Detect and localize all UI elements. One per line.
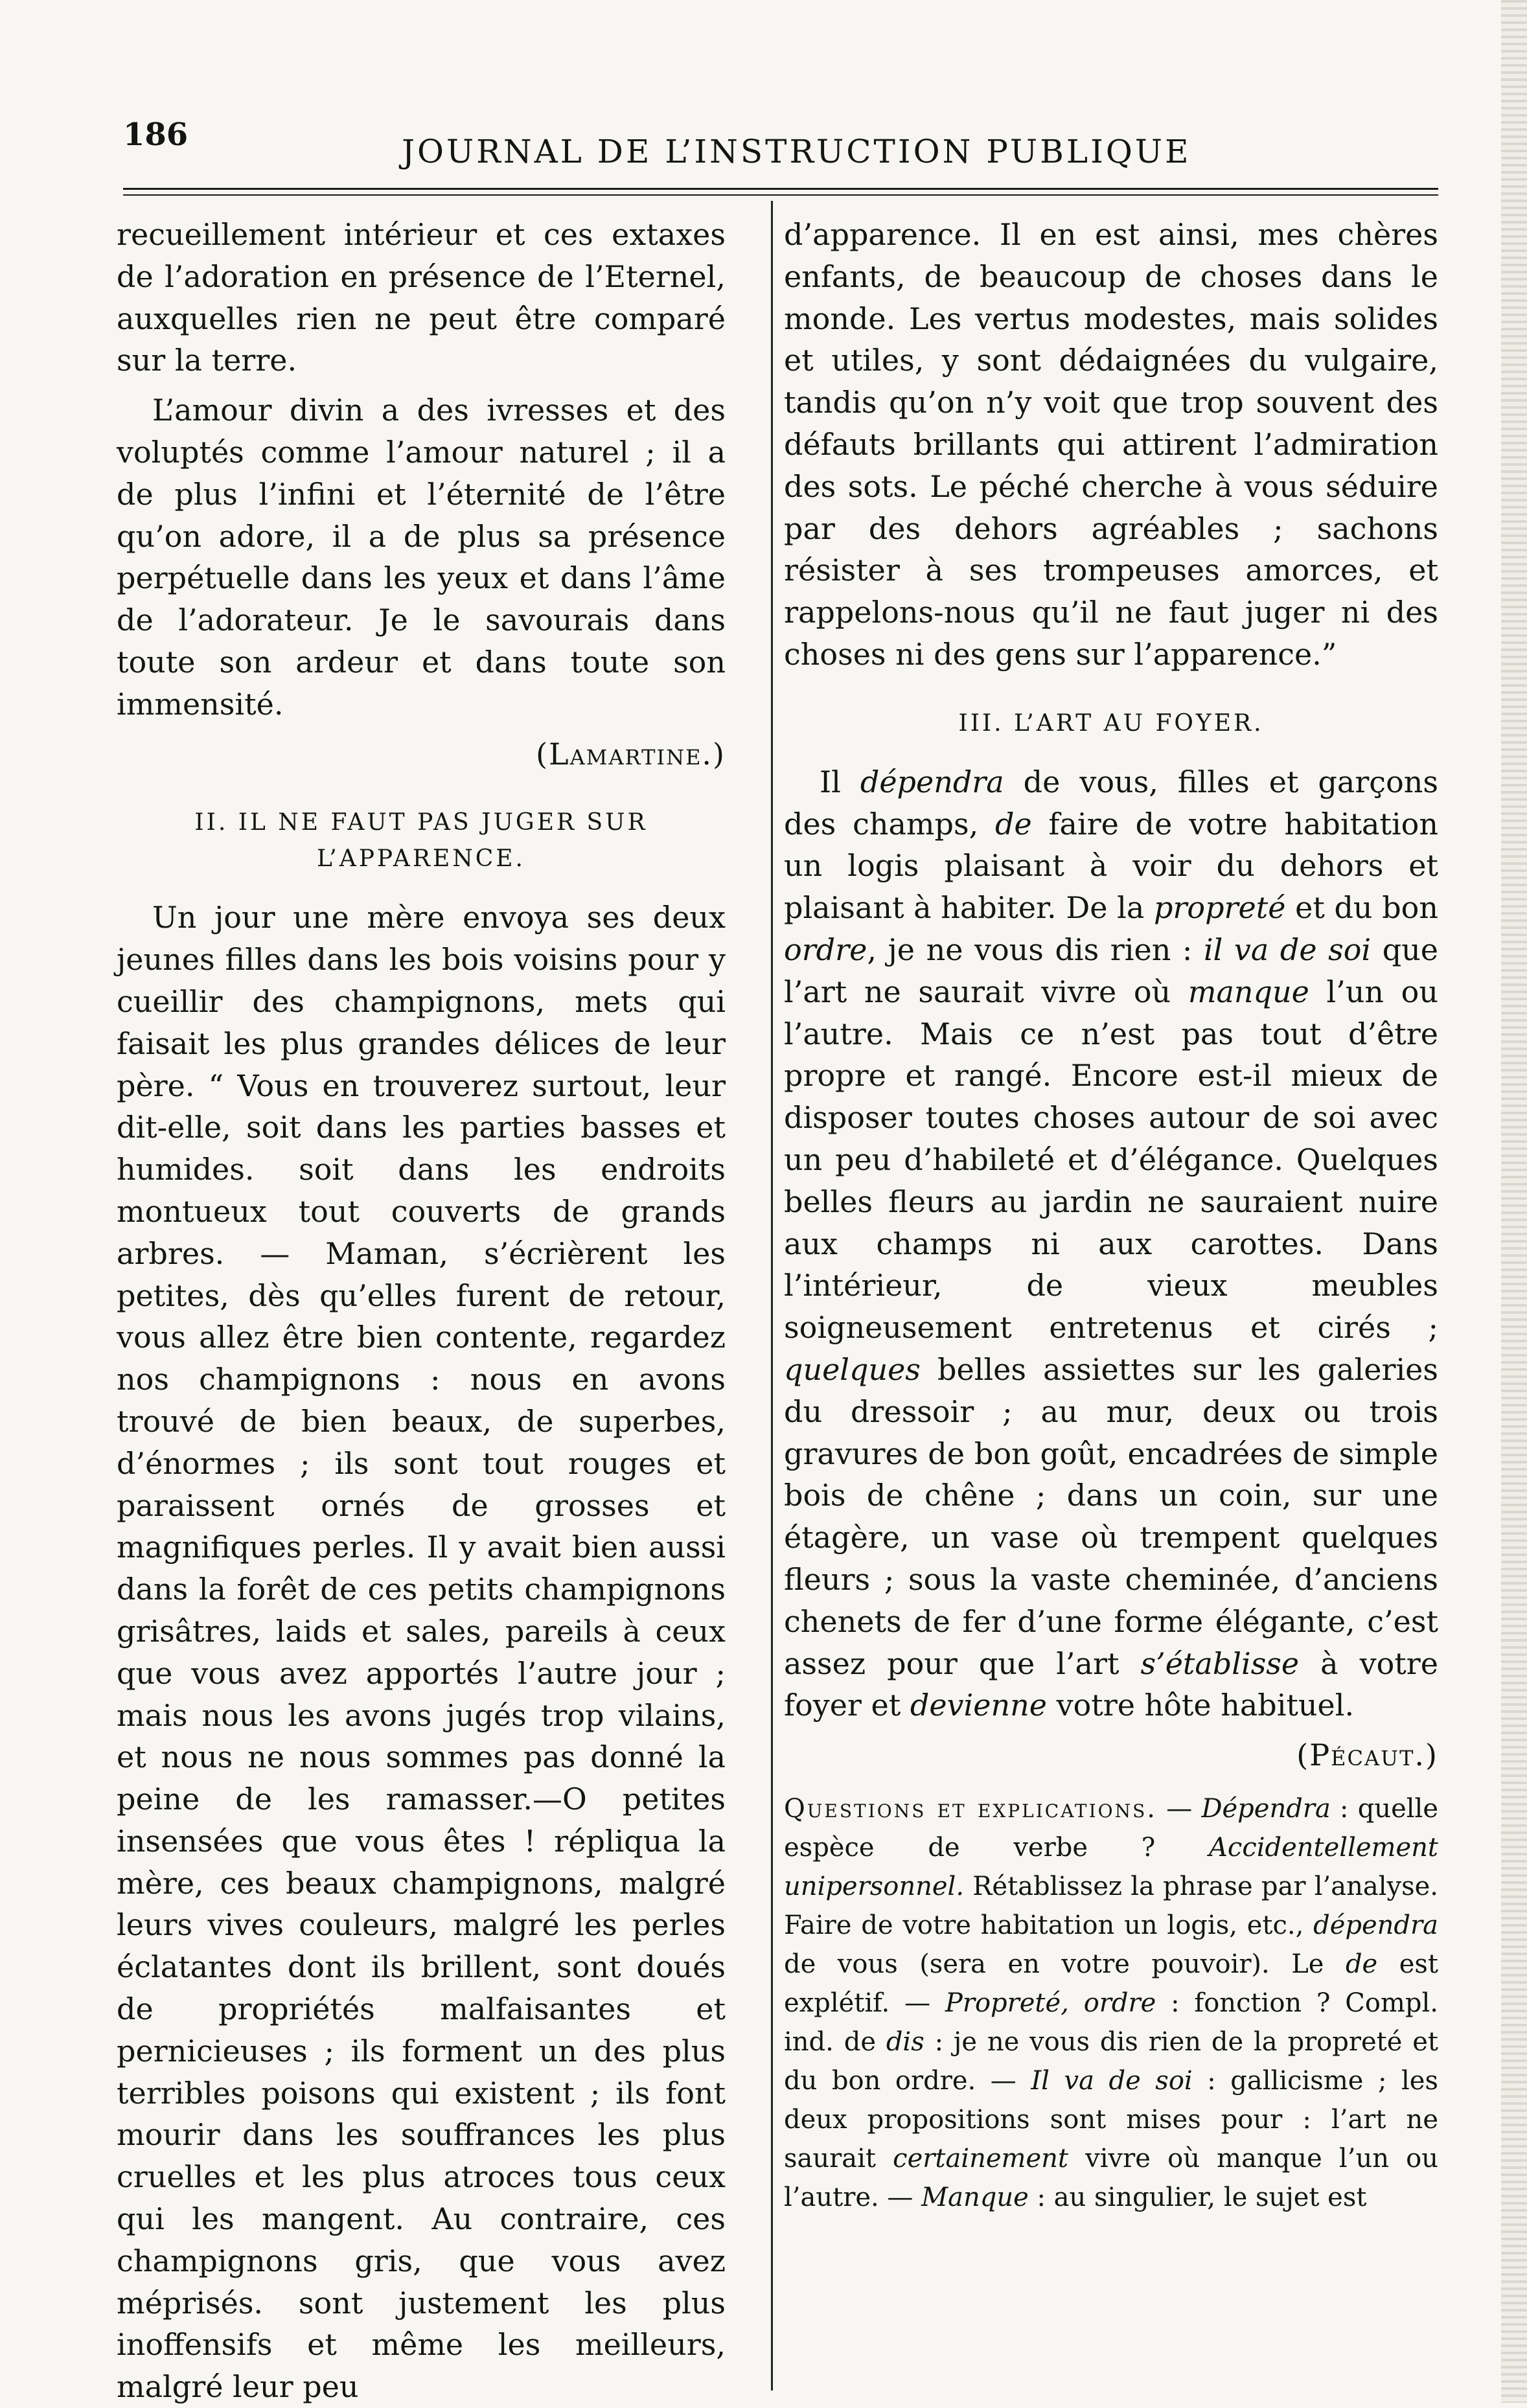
header-rule bbox=[123, 188, 1438, 190]
text: , je ne vous dis rien : bbox=[867, 932, 1204, 967]
emphasis: certainement bbox=[893, 2143, 1068, 2173]
section-heading: II. IL NE FAUT PAS JUGER SUR L’APPARENCE. bbox=[194, 809, 648, 873]
paragraph: recueillement intérieur et ces extaxes de l’adoration en présence de l’Eternel, auxquelles rien ne peut être comparé sur la terre. bbox=[117, 217, 726, 378]
text: : gallicisme ; les deux propositions sont mises pour : l’art ne saurait bbox=[784, 2065, 1438, 2173]
qa-lead: Questions et explications. bbox=[784, 1793, 1157, 1824]
section-heading: III. L’ART AU FOYER. bbox=[958, 709, 1264, 737]
column-divider bbox=[771, 201, 773, 2391]
emphasis: ordre bbox=[784, 932, 867, 967]
emphasis: il va de soi bbox=[1203, 932, 1372, 967]
running-title: JOURNAL DE L’INSTRUCTION PUBLIQUE bbox=[402, 133, 1191, 170]
signature-text: (Pécaut.) bbox=[1296, 1737, 1438, 1773]
text: faire de votre habitation un logis plaisant à voir du dehors et plaisant à habiter. De la bbox=[784, 806, 1438, 926]
emphasis: Accidentellement unipersonnel. bbox=[784, 1832, 1438, 1901]
page-number: 186 bbox=[123, 117, 189, 153]
text: : quelle espèce de verbe ? bbox=[784, 1793, 1438, 1863]
text: et du bon bbox=[1285, 890, 1438, 926]
text: de vous, filles et garçons des champs, bbox=[784, 764, 1438, 842]
text: votre hôte habituel. bbox=[1046, 1688, 1355, 1723]
paragraph bbox=[784, 761, 1438, 1726]
emphasis: devienne bbox=[910, 1688, 1047, 1723]
emphasis: Il va de soi bbox=[1031, 2065, 1193, 2096]
emphasis: dépendra bbox=[860, 764, 1004, 799]
text: l’un ou l’autre. Mais ce n’est pas tout d’être propre et rangé. Encore est-il mieux de disposer toutes choses autour de soi avec un peu d’habileté et d’élégance. Quelques belles fleurs au jardin ne sauraient nuire aux champs ni aux carottes. Dans l’intérieur, de vieux meubles soigneusement entretenus et cirés ; bbox=[784, 974, 1439, 1346]
paragraph: Un jour une mère envoya ses deux jeunes filles dans les bois voisins pour y cueillir des champignons, mets qui faisait les plus grandes délices de leur père. “ Vous en trouverez surtout, leur dit-elle, soit dans les parties basses et humides. soit dans les endroits montueux tout couverts de grands arbres. — Maman, s’écrièrent les petites, dès qu’elles furent de retour, vous allez être bien contente, regardez nos champignons : nous en avons trouvé de bien beaux, de superbes, d’énormes ; ils sont tout rouges et paraissent ornés de grosses et magnifiques perles. Il y avait bien aussi dans la forêt de ces petits champignons grisâtres, laids et sales, pareils à ceux que vous avez apportés l’autre jour ; mais nous les avons jugés trop vilains, et nous ne nous sommes pas donné la peine de les ramasser.—O petites insensées que vous êtes ! répliqua la mère, ces beaux champignons, malgré leurs vives couleurs, malgré les perles éclatantes dont ils brillent, sont doués de propriétés malfaisantes et pernicieuses ; ils forment un des plus terribles poisons qui existent ; ils font mourir dans les souffrances les plus cruelles et les plus atroces tous ceux qui les mangent. Au contraire, ces champignons gris, que vous avez méprisés. sont justement les plus inoffensifs et même les meilleurs, malgré leur peu bbox=[117, 900, 726, 2405]
text: est explétif. — bbox=[784, 1949, 1438, 2018]
emphasis: de bbox=[995, 806, 1032, 842]
left-column bbox=[117, 214, 726, 2408]
emphasis: Propreté, ordre bbox=[945, 1988, 1156, 2018]
emphasis: de bbox=[1345, 1949, 1378, 1979]
page-edge-shadow bbox=[1501, 0, 1527, 2403]
text: Il bbox=[820, 764, 860, 799]
text: belles assiettes sur les galeries du dressoir ; au mur, deux ou trois gravures de bon goût, encadrées de simple bois de chêne ; dans un coin, sur une étagère, un vase où trempent quelques fleurs ; sous la vaste cheminée, d’anciens chenets de fer d’une forme élégante, c’est assez pour que l’art bbox=[784, 1351, 1438, 1681]
text: : au singulier, le sujet est bbox=[1028, 2182, 1367, 2212]
questions-explanations bbox=[784, 1789, 1438, 2217]
text: que l’art ne saurait vivre où bbox=[784, 932, 1438, 1009]
text: : fonction ? Compl. ind. de bbox=[784, 1988, 1438, 2057]
emphasis: quelques bbox=[784, 1351, 921, 1387]
signature-text: (Lamartine.) bbox=[536, 736, 726, 772]
header-rule-thin bbox=[123, 194, 1438, 196]
text: de vous (sera en votre pouvoir). Le bbox=[784, 1949, 1346, 1979]
emphasis: Dépendra bbox=[1201, 1793, 1331, 1824]
emphasis: Manque bbox=[921, 2182, 1029, 2212]
text: Rétablissez la phrase par l’analyse. Faire de votre habitation un logis, etc., bbox=[784, 1871, 1438, 1940]
text: : je ne vous dis rien de la propreté et du bon ordre. — bbox=[784, 2026, 1438, 2096]
emphasis: s’établisse bbox=[1140, 1645, 1300, 1681]
text: — bbox=[1157, 1793, 1202, 1824]
paragraph: L’amour divin a des ivresses et des voluptés comme l’amour naturel ; il a de plus l’infini et l’éternité de l’être qu’on adore, il a de plus sa présence perpétuelle dans les yeux et dans l’âme de l’adorateur. Je le savourais dans toute son ardeur et dans toute son immensité. bbox=[117, 393, 726, 722]
emphasis: dis bbox=[886, 2026, 924, 2057]
right-column bbox=[784, 214, 1438, 2217]
emphasis: propreté bbox=[1153, 890, 1286, 926]
text: vivre où manque l’un ou l’autre. — bbox=[784, 2143, 1439, 2212]
page-header bbox=[123, 110, 1419, 181]
paragraph: d’apparence. Il en est ainsi, mes chères enfants, de beaucoup de choses dans le monde. Les vertus modestes, mais solides et utiles, y sont dédaignées du vulgaire, tandis qu’on n’y voit que trop souvent des défauts brillants qui attirent l’admiration des sots. Le péché cherche à vous séduire par des dehors agréables ; sachons résister à ses trompeuses amorces, et rappelons-nous qu’il ne faut juger ni des choses ni des gens sur l’apparence.” bbox=[784, 217, 1438, 672]
emphasis: dépendra bbox=[1313, 1910, 1438, 1940]
text: à votre foyer et bbox=[784, 1645, 1438, 1723]
signature bbox=[117, 733, 726, 775]
signature bbox=[784, 1734, 1438, 1776]
emphasis: manque bbox=[1188, 974, 1309, 1009]
